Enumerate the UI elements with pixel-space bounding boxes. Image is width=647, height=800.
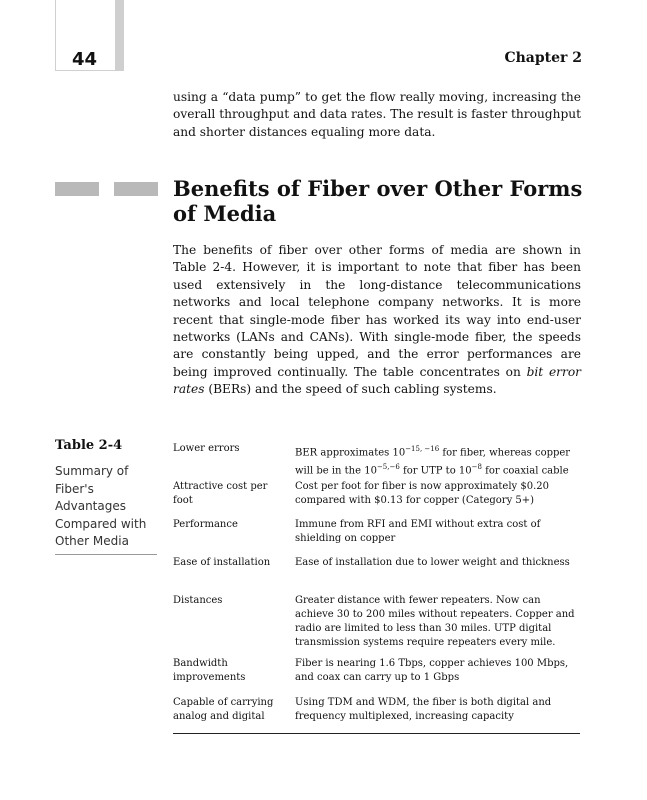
chapter-heading: Chapter 2: [504, 50, 582, 66]
table-row-term: Distances: [173, 595, 223, 606]
table-row-description: Immune from RFI and EMI without extra cost of shielding on copper: [295, 519, 541, 544]
desc-text: for coaxial cable: [481, 465, 569, 477]
intro-paragraph: using a “data pump” to get the flow really moving, increasing the overall throughput and data rates. The result is faster throughput and shorter distances equaling more data.: [173, 90, 581, 139]
table-bottom-rule: [173, 733, 580, 734]
desc-text: BER approximates 10: [295, 447, 406, 459]
table-row-term: Performance: [173, 519, 238, 530]
paragraph-text: (BERs) and the speed of such cabling systems.: [204, 382, 497, 397]
desc-text: for fiber, whereas copper will be in the 10: [295, 447, 571, 477]
table-caption: Summary of Fiber's Advantages Compared with Other Media: [55, 463, 157, 555]
table-row-description: [295, 442, 580, 479]
table-row-description: Fiber is nearing 1.6 Tbps, copper achieves 100 Mbps, and coax can carry up to 1 Gbps: [295, 658, 569, 683]
table-number: Table 2-4: [55, 438, 123, 453]
paragraph-text: The benefits of fiber over other forms of media are shown in Table 2-4. However, it is important to note that fiber has been used extensively in the long-distance telecommunications networks and local telephone company networks. It is more recent that single-mode fiber has worked its way into end-user networks (LANs and CANs). With single-mode fiber, the speeds are constantly being upped, and the error performances are being improved continually. The table concentrates on: [173, 243, 581, 379]
page-number-bar: [115, 0, 124, 71]
section-paragraph: [173, 242, 581, 399]
section-marker-bar: [55, 182, 99, 196]
table-row-term: Attractive cost per foot: [173, 481, 268, 506]
exponent: −15, −16: [405, 445, 440, 453]
section-marker-bar: [114, 182, 158, 196]
exponent: −8: [471, 463, 482, 472]
page-number: 44: [72, 49, 98, 70]
table-row-term: Capable of carrying analog and digital: [173, 697, 274, 722]
table-label: [55, 438, 157, 555]
table-row-description: Ease of installation due to lower weight and thickness: [295, 557, 570, 568]
exponent: −5,−6: [376, 463, 400, 472]
table-row-term: Bandwidth improvements: [173, 658, 246, 683]
desc-text: for UTP to 10: [399, 465, 472, 477]
section-title: Benefits of Fiber over Other Forms of Media: [173, 176, 583, 226]
paragraph-italic-term: bit error rates: [173, 364, 581, 397]
table-row-term: Lower errors: [173, 443, 240, 454]
table-row-description: Greater distance with fewer repeaters. Now can achieve 30 to 200 miles without repeaters. Copper and radio are limited to less than 30 miles. UTP digital transmission systems require repeaters every mile.: [295, 595, 575, 648]
table-row-description: Cost per foot for fiber is now approximately $0.20 compared with $0.13 for copper (Category 5+): [295, 481, 549, 506]
table-row-term: Ease of installation: [173, 557, 271, 568]
table-row-description: Using TDM and WDM, the fiber is both digital and frequency multiplexed, increasing capacity: [295, 697, 552, 722]
